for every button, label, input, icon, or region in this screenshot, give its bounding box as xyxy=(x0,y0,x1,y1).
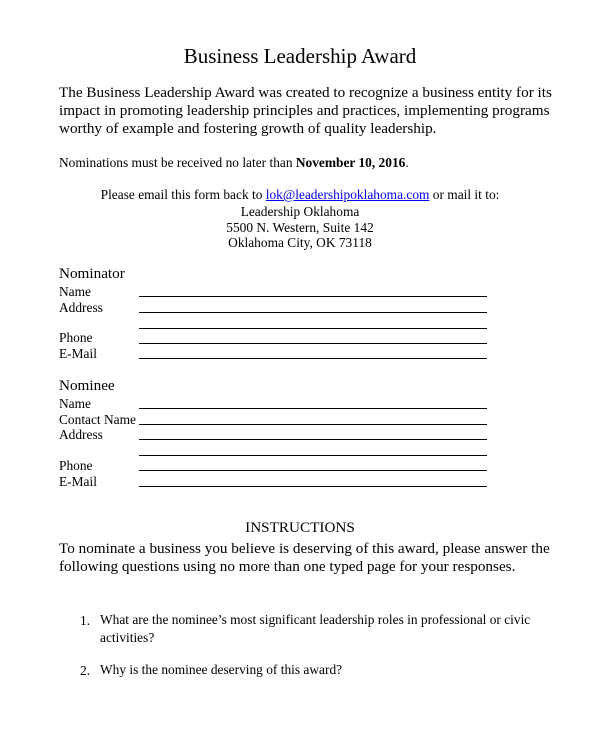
deadline-suffix: . xyxy=(405,155,409,170)
nominator-phone-field[interactable] xyxy=(139,343,487,344)
deadline-prefix: Nominations must be received no later than xyxy=(59,155,296,170)
nominator-name-field[interactable] xyxy=(139,296,487,297)
nominee-email-label: E-Mail xyxy=(59,474,97,489)
nominee-phone-label: Phone xyxy=(59,458,93,473)
deadline-line xyxy=(59,155,409,171)
nominator-address-field[interactable] xyxy=(139,312,487,313)
address-line-2: 5500 N. Western, Suite 142 xyxy=(226,220,374,235)
nominee-address-label: Address xyxy=(59,427,103,442)
email-instruction xyxy=(0,187,600,203)
question-text: What are the nominee’s most significant leadership roles in professional or civic activities? xyxy=(100,612,531,645)
nominee-name-label: Name xyxy=(59,396,91,411)
nominee-address-field[interactable] xyxy=(139,439,487,440)
nominator-email-label: E-Mail xyxy=(59,346,97,361)
instructions-heading: INSTRUCTIONS xyxy=(245,519,355,536)
nominator-email-field[interactable] xyxy=(139,358,487,359)
question-number: 1. xyxy=(80,613,91,628)
nominator-address-label: Address xyxy=(59,300,103,315)
intro-paragraph: The Business Leadership Award was created to recognize a business entity for its impact in promoting leadership principles and practices, implementing programs worthy of example and fostering growth of quality leadership. xyxy=(59,84,552,137)
nominator-phone-label: Phone xyxy=(59,330,93,345)
email-link[interactable]: lok@leadershipoklahoma.com xyxy=(265,187,430,202)
instructions-text: To nominate a business you believe is deserving of this award, please answer the following questions using no more than one typed page for your responses. xyxy=(59,540,550,575)
nominee-contact-field[interactable] xyxy=(139,424,487,425)
email-suffix: or mail it to: xyxy=(429,187,500,202)
nominee-name-field[interactable] xyxy=(139,408,487,409)
nominator-address-field-2[interactable] xyxy=(139,328,487,329)
nominee-heading: Nominee xyxy=(59,377,115,394)
deadline-date: November 10, 2016 xyxy=(295,155,406,170)
nominee-contact-label: Contact Name xyxy=(59,412,136,427)
nominee-phone-field[interactable] xyxy=(139,470,487,471)
email-prefix: Please email this form back to xyxy=(100,187,266,202)
address-line-1: Leadership Oklahoma xyxy=(240,204,360,219)
nominee-address-field-2[interactable] xyxy=(139,455,487,456)
nominator-heading: Nominator xyxy=(59,265,125,282)
nominee-email-field[interactable] xyxy=(139,486,487,487)
question-text: Why is the nominee deserving of this award? xyxy=(100,662,343,677)
page-title: Business Leadership Award xyxy=(183,44,417,68)
question-number: 2. xyxy=(80,663,91,678)
address-line-3: Oklahoma City, OK 73118 xyxy=(228,235,372,250)
nominator-name-label: Name xyxy=(59,284,91,299)
